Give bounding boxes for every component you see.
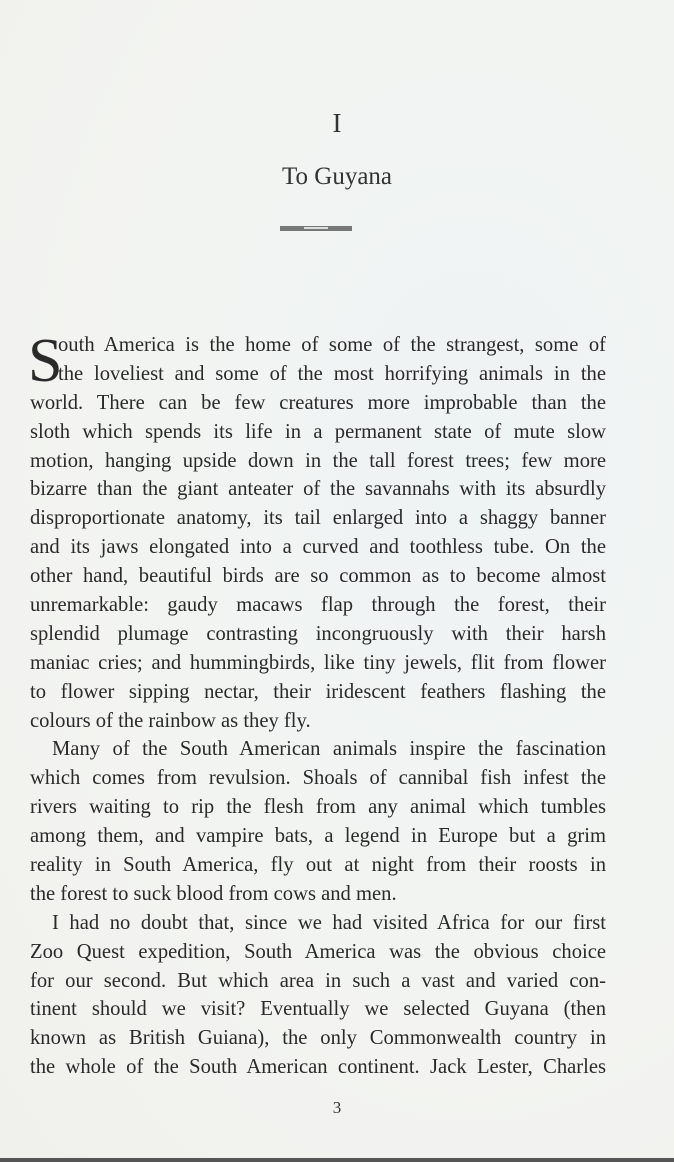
text-line: reality in South America, fly out at night from their roosts in: [30, 854, 606, 877]
text-line: I had no doubt that, since we had visited Africa for our first: [52, 911, 606, 934]
chapter-number: I: [332, 108, 342, 138]
text-line: among them, and vampire bats, a legend in Europe but a grim: [30, 825, 606, 848]
text-line: tinent should we visit? Eventually we selected Guyana (then: [30, 998, 606, 1021]
text-line: for our second. But which area in such a vast and varied con-: [30, 969, 606, 992]
text-line: rivers waiting to rip the flesh from any animal which tumbles: [30, 796, 606, 819]
text-line: to flower sipping nectar, their iridescent feathers flashing the: [30, 680, 606, 703]
text-line: motion, hanging upside down in the tall forest trees; few more: [30, 449, 606, 472]
page-bottom-edge: [0, 1158, 674, 1162]
page-number: 3: [332, 1098, 342, 1117]
text-line: known as British Guiana), the only Commonwealth country in: [30, 1027, 606, 1050]
text-line: outh America is the home of some of the strangest, some of: [58, 334, 606, 356]
chapter-body-text: [28, 327, 606, 1082]
text-line: splendid plumage contrasting incongruously with their harsh: [30, 622, 606, 645]
text-line: unremarkable: gaudy macaws flap through the forest, their: [30, 594, 606, 617]
text-line: disproportionate anatomy, its tail enlarged into a shaggy banner: [30, 507, 606, 530]
drop-cap: S: [28, 327, 63, 395]
text-line: the whole of the South American continent. Jack Lester, Charles: [30, 1056, 606, 1079]
text-line: the loveliest and some of the most horrifying animals in the: [58, 362, 606, 385]
text-line: Many of the South American animals inspire the fascination: [52, 738, 606, 761]
text-line: and its jaws elongated into a curved and toothless tube. On the: [30, 536, 606, 559]
text-line: colours of the rainbow as they fly.: [30, 709, 311, 732]
ornament-divider: [280, 226, 352, 231]
text-line: which comes from revulsion. Shoals of cannibal fish infest the: [30, 767, 606, 790]
text-line: sloth which spends its life in a permanent state of mute slow: [30, 420, 606, 443]
chapter-title: To Guyana: [281, 163, 393, 190]
text-line: world. There can be few creatures more improbable than the: [30, 391, 606, 414]
text-line: Zoo Quest expedition, South America was the obvious choice: [30, 940, 606, 963]
text-line: maniac cries; and hummingbirds, like tiny jewels, flit from flower: [30, 651, 606, 674]
text-line: the forest to suck blood from cows and men.: [30, 882, 397, 905]
text-line: bizarre than the giant anteater of the savannahs with its absurdly: [30, 478, 606, 501]
text-line: other hand, beautiful birds are so common as to become almost: [30, 565, 606, 588]
